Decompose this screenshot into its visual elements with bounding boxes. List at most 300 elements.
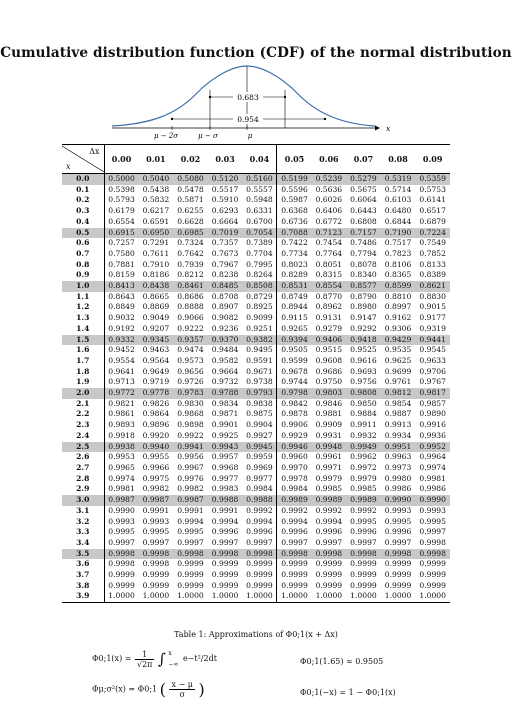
table-cell: 0.9319 bbox=[419, 323, 446, 333]
table-cell: 0.7995 bbox=[246, 259, 273, 269]
table-row bbox=[62, 463, 450, 474]
table-cell: 0.9999 bbox=[384, 580, 412, 590]
table-cell: 0.8888 bbox=[177, 302, 204, 312]
table-cell: 0.8925 bbox=[246, 302, 273, 312]
band-954-label: 0.954 bbox=[237, 115, 259, 124]
table-cell: 0.9992 bbox=[350, 505, 377, 515]
table-cell: 0.7939 bbox=[177, 259, 204, 269]
table-cell: 0.9625 bbox=[384, 355, 412, 365]
table-cell: 0.9946 bbox=[277, 442, 312, 453]
table-cell: 0.9998 bbox=[346, 549, 381, 560]
table-cell: 0.9265 bbox=[277, 324, 312, 335]
table-cell: 0.9484 bbox=[211, 345, 239, 355]
table-cell: 0.8729 bbox=[246, 291, 273, 301]
table-cell: 0.8643 bbox=[108, 291, 135, 301]
table-cell: 0.9981 bbox=[419, 473, 446, 483]
column-header: 0.07 bbox=[346, 145, 381, 174]
phi-lhs: Φ0;1(x) = bbox=[92, 654, 132, 663]
phi-fraction-num: 1 bbox=[135, 650, 154, 660]
table-cell: 0.9934 bbox=[384, 430, 412, 440]
table-cell: 0.9980 bbox=[384, 473, 412, 483]
table-row bbox=[62, 591, 450, 602]
table-cell: 0.9406 bbox=[312, 335, 347, 346]
row-label: 0.2 bbox=[62, 195, 104, 206]
table-cell: 0.9929 bbox=[277, 431, 312, 442]
table-cell: 0.8599 bbox=[381, 281, 416, 292]
general-fraction-num: x − μ bbox=[171, 680, 193, 689]
table-cell: 0.9826 bbox=[142, 398, 170, 408]
table-cell: 0.9948 bbox=[312, 442, 347, 453]
table-cell: 0.9974 bbox=[419, 462, 446, 472]
table-cell: 0.9969 bbox=[246, 462, 273, 472]
table-cell: 0.9756 bbox=[350, 377, 377, 387]
table-cell: 0.9984 bbox=[246, 484, 273, 494]
table-cell: 0.8264 bbox=[246, 270, 273, 280]
table-cell: 0.7580 bbox=[108, 248, 135, 258]
table-cell: 0.9999 bbox=[246, 570, 273, 580]
table-cell: 0.9452 bbox=[108, 345, 135, 355]
table-cell: 0.8869 bbox=[142, 302, 170, 312]
table-row bbox=[62, 206, 450, 217]
table-cell: 0.8907 bbox=[211, 302, 239, 312]
table-cell: 0.9222 bbox=[177, 323, 204, 333]
table-cell: 0.9591 bbox=[246, 355, 273, 365]
row-label: 1.6 bbox=[62, 345, 104, 356]
table-cell: 0.9554 bbox=[108, 355, 135, 365]
table-cell: 0.9932 bbox=[350, 430, 377, 440]
phi-integrand: e−t²/2dt bbox=[182, 654, 217, 663]
table-row bbox=[62, 484, 450, 495]
general-lhs: Φμ;σ²(x) = Φ0;1 bbox=[92, 684, 158, 694]
table-cell: 0.9535 bbox=[384, 345, 412, 355]
integral-sign-icon: ∫ bbox=[157, 650, 166, 668]
table-row bbox=[62, 324, 450, 335]
table-cell: 0.8962 bbox=[315, 302, 343, 312]
row-label: 2.0 bbox=[62, 388, 104, 399]
table-cell: 0.9772 bbox=[104, 388, 139, 399]
table-cell: 0.9998 bbox=[142, 559, 170, 569]
table-cell: 0.9279 bbox=[315, 323, 343, 333]
row-label: 0.7 bbox=[62, 249, 104, 260]
table-cell: 0.9857 bbox=[419, 398, 446, 408]
table-cell: 0.7291 bbox=[142, 238, 170, 248]
table-row bbox=[62, 474, 450, 485]
table-row bbox=[62, 420, 450, 431]
table-cell: 0.5279 bbox=[346, 174, 381, 185]
table-cell: 0.8289 bbox=[277, 270, 312, 281]
table-cell: 0.5398 bbox=[108, 184, 135, 194]
table-cell: 0.6443 bbox=[350, 206, 377, 216]
table-cell: 0.9979 bbox=[315, 473, 343, 483]
normal-distribution-figure bbox=[0, 60, 512, 142]
table-cell: 0.5080 bbox=[173, 174, 208, 185]
row-label: 3.0 bbox=[62, 495, 104, 506]
table-cell: 0.8997 bbox=[384, 302, 412, 312]
table-cell: 0.9345 bbox=[139, 335, 174, 346]
table-cell: 0.9987 bbox=[104, 495, 139, 506]
row-label: 3.7 bbox=[62, 570, 104, 581]
table-row bbox=[62, 506, 450, 517]
table-cell: 0.9999 bbox=[177, 559, 204, 569]
table-cell: 0.9706 bbox=[419, 366, 446, 376]
table-cell: 0.9982 bbox=[177, 484, 204, 494]
row-label: 0.9 bbox=[62, 270, 104, 281]
formula-general bbox=[92, 680, 205, 699]
table-cell: 0.9693 bbox=[350, 366, 377, 376]
table-cell: 0.7910 bbox=[142, 259, 170, 269]
table-cell: 0.9564 bbox=[142, 355, 170, 365]
table-cell: 0.6879 bbox=[419, 216, 446, 226]
table-cell: 0.9959 bbox=[246, 452, 273, 462]
table-cell: 0.9999 bbox=[350, 559, 377, 569]
table-cell: 0.8438 bbox=[139, 281, 174, 292]
tick-label-mu-minus-2sigma: μ − 2σ bbox=[153, 132, 179, 140]
table-cell: 0.9474 bbox=[177, 345, 204, 355]
table-cell: 0.9927 bbox=[246, 430, 273, 440]
table-cell: 0.9920 bbox=[142, 430, 170, 440]
table-cell: 1.0000 bbox=[242, 591, 277, 602]
table-cell: 0.9878 bbox=[277, 409, 312, 420]
table-cell: 0.9998 bbox=[419, 537, 446, 547]
table-cell: 0.9995 bbox=[350, 516, 377, 526]
table-cell: 0.9854 bbox=[384, 398, 412, 408]
table-cell: 0.9999 bbox=[384, 559, 412, 569]
table-cell: 0.7734 bbox=[277, 249, 312, 260]
table-cell: 0.9999 bbox=[315, 559, 343, 569]
general-fraction bbox=[169, 680, 195, 699]
table-cell: 0.9997 bbox=[350, 537, 377, 547]
table-row bbox=[62, 270, 450, 281]
table-cell: 0.9990 bbox=[108, 505, 135, 515]
table-cell: 0.8849 bbox=[108, 302, 135, 312]
formula-symmetry: Φ0;1(−x) = 1 − Φ0;1(x) bbox=[300, 688, 396, 697]
table-cell: 0.8340 bbox=[350, 270, 377, 280]
table-cell: 0.9808 bbox=[346, 388, 381, 399]
table-cell: 0.9582 bbox=[211, 355, 239, 365]
table-row bbox=[62, 388, 450, 399]
table-cell: 0.5000 bbox=[104, 174, 139, 185]
table-cell: 0.9633 bbox=[419, 355, 446, 365]
table-cell: 0.9999 bbox=[277, 570, 312, 581]
table-cell: 0.5753 bbox=[419, 184, 446, 194]
table-row bbox=[62, 442, 450, 453]
table-cell: 0.8212 bbox=[177, 270, 204, 280]
table-cell: 0.9463 bbox=[142, 345, 170, 355]
table-cell: 0.7549 bbox=[419, 238, 446, 248]
table-cell: 1.0000 bbox=[381, 591, 416, 602]
table-cell: 0.9990 bbox=[415, 495, 450, 506]
table-cell: 0.6844 bbox=[384, 216, 412, 226]
table-cell: 0.7224 bbox=[415, 228, 450, 239]
table-cell: 0.5675 bbox=[350, 184, 377, 194]
table-cell: 0.9999 bbox=[177, 570, 204, 580]
table-cell: 0.7054 bbox=[242, 228, 277, 239]
table-cell: 0.7389 bbox=[246, 238, 273, 248]
row-label: 2.6 bbox=[62, 452, 104, 463]
row-label: 1.3 bbox=[62, 313, 104, 324]
table-cell: 0.9931 bbox=[315, 430, 343, 440]
table-row bbox=[62, 409, 450, 420]
table-cell: 0.9998 bbox=[173, 549, 208, 560]
table-cell: 0.9292 bbox=[350, 323, 377, 333]
table-cell: 0.6103 bbox=[384, 195, 412, 205]
row-label: 2.2 bbox=[62, 409, 104, 420]
row-label: 1.0 bbox=[62, 281, 104, 292]
table-cell: 0.9970 bbox=[277, 463, 312, 474]
table-cell: 0.9992 bbox=[246, 505, 273, 515]
formula-phi-definition bbox=[92, 648, 217, 670]
table-cell: 0.9988 bbox=[242, 495, 277, 506]
tick-label-mu: μ bbox=[247, 132, 253, 140]
table-cell: 0.9082 bbox=[211, 313, 239, 323]
row-label: 0.6 bbox=[62, 238, 104, 249]
table-cell: 0.9868 bbox=[177, 409, 204, 419]
row-label: 3.9 bbox=[62, 591, 104, 602]
table-cell: 0.9995 bbox=[384, 516, 412, 526]
table-row bbox=[62, 570, 450, 581]
table-cell: 0.9545 bbox=[419, 345, 446, 355]
table-cell: 0.9236 bbox=[211, 323, 239, 333]
table-cell: 0.7357 bbox=[211, 238, 239, 248]
table-cell: 0.8708 bbox=[211, 291, 239, 301]
table-cell: 0.8133 bbox=[419, 259, 446, 269]
table-cell: 0.8810 bbox=[384, 291, 412, 301]
table-cell: 0.9999 bbox=[177, 580, 204, 590]
table-cell: 0.5636 bbox=[315, 184, 343, 194]
table-cell: 0.9761 bbox=[384, 377, 412, 387]
table-cell: 0.9906 bbox=[277, 420, 312, 431]
table-cell: 0.6591 bbox=[142, 216, 170, 226]
table-cell: 0.8944 bbox=[277, 302, 312, 313]
table-cell: 0.9968 bbox=[211, 462, 239, 472]
table-cell: 0.5871 bbox=[177, 195, 204, 205]
corner-label-x: x bbox=[66, 162, 71, 171]
table-cell: 0.7794 bbox=[350, 248, 377, 258]
table-cell: 0.7517 bbox=[384, 238, 412, 248]
table-cell: 0.9992 bbox=[277, 506, 312, 517]
table-cell: 0.9995 bbox=[177, 527, 204, 537]
table-cell: 0.7454 bbox=[315, 238, 343, 248]
table-cell: 0.9884 bbox=[350, 409, 377, 419]
table-cell: 0.9744 bbox=[277, 377, 312, 388]
column-header: 0.06 bbox=[312, 145, 347, 174]
table-cell: 0.9966 bbox=[142, 462, 170, 472]
table-cell: 0.9979 bbox=[350, 473, 377, 483]
table-cell: 0.9251 bbox=[246, 323, 273, 333]
table-cell: 0.9993 bbox=[419, 505, 446, 515]
table-cell: 0.9842 bbox=[277, 399, 312, 410]
table-cell: 0.5319 bbox=[381, 174, 416, 185]
row-label: 3.5 bbox=[62, 549, 104, 560]
table-cell: 0.6406 bbox=[315, 206, 343, 216]
table-cell: 1.0000 bbox=[277, 591, 312, 602]
table-cell: 0.9664 bbox=[211, 366, 239, 376]
table-cell: 0.9996 bbox=[211, 527, 239, 537]
row-label: 1.8 bbox=[62, 367, 104, 378]
table-cell: 0.9962 bbox=[350, 452, 377, 462]
table-cell: 0.9357 bbox=[173, 335, 208, 346]
table-cell: 0.9961 bbox=[315, 452, 343, 462]
phi-fraction bbox=[135, 650, 154, 669]
table-cell: 0.9999 bbox=[246, 559, 273, 569]
table-cell: 0.8485 bbox=[208, 281, 243, 292]
row-label: 1.2 bbox=[62, 302, 104, 313]
table-cell: 0.9925 bbox=[211, 430, 239, 440]
table-cell: 0.9992 bbox=[315, 505, 343, 515]
table-cell: 0.9997 bbox=[142, 537, 170, 547]
table-cell: 0.9783 bbox=[173, 388, 208, 399]
table-cell: 0.9993 bbox=[108, 516, 135, 526]
table-cell: 0.7157 bbox=[346, 228, 381, 239]
table-cell: 0.8023 bbox=[277, 260, 312, 271]
table-cell: 0.9162 bbox=[384, 313, 412, 323]
table-cell: 0.7704 bbox=[246, 248, 273, 258]
row-label: 0.0 bbox=[62, 174, 104, 185]
table-cell: 0.8531 bbox=[277, 281, 312, 292]
table-corner-cell bbox=[62, 145, 104, 174]
column-header: 0.05 bbox=[277, 145, 312, 174]
table-cell: 0.9997 bbox=[177, 537, 204, 547]
table-cell: 0.9991 bbox=[142, 505, 170, 515]
table-cell: 0.9099 bbox=[246, 313, 273, 323]
table-cell: 0.9967 bbox=[177, 462, 204, 472]
table-cell: 0.9641 bbox=[108, 366, 135, 376]
formula-example: Φ0;1(1.65) ≈ 0.9505 bbox=[300, 657, 384, 666]
table-cell: 0.9994 bbox=[211, 516, 239, 526]
table-cell: 0.9713 bbox=[108, 377, 135, 387]
table-cell: 0.7123 bbox=[312, 228, 347, 239]
table-cell: 0.9999 bbox=[384, 570, 412, 580]
row-label: 2.4 bbox=[62, 431, 104, 442]
table-cell: 0.9505 bbox=[277, 345, 312, 356]
table-cell: 0.8508 bbox=[242, 281, 277, 292]
column-header: 0.08 bbox=[381, 145, 416, 174]
column-header: 0.02 bbox=[173, 145, 208, 174]
table-cell: 0.8159 bbox=[108, 270, 135, 280]
table-row bbox=[62, 238, 450, 249]
table-cell: 0.9994 bbox=[315, 516, 343, 526]
table-row bbox=[62, 367, 450, 378]
table-cell: 0.9732 bbox=[211, 377, 239, 387]
table-cell: 0.9686 bbox=[315, 366, 343, 376]
table-cell: 0.9995 bbox=[142, 527, 170, 537]
table-cell: 0.9983 bbox=[211, 484, 239, 494]
table-cell: 0.8078 bbox=[350, 259, 377, 269]
row-label: 2.8 bbox=[62, 474, 104, 485]
table-cell: 0.9850 bbox=[350, 398, 377, 408]
table-cell: 0.9989 bbox=[277, 495, 312, 506]
integral-upper: x bbox=[168, 650, 172, 657]
table-row bbox=[62, 174, 450, 185]
table-cell: 0.9999 bbox=[419, 559, 446, 569]
table-cell: 0.6255 bbox=[177, 206, 204, 216]
table-cell: 0.9881 bbox=[315, 409, 343, 419]
table-cell: 0.9998 bbox=[277, 549, 312, 560]
table-cell: 0.9999 bbox=[277, 581, 312, 592]
table-cell: 1.0000 bbox=[208, 591, 243, 602]
table-row bbox=[62, 345, 450, 356]
table-cell: 0.9997 bbox=[211, 537, 239, 547]
table-cell: 0.5517 bbox=[211, 184, 239, 194]
row-label: 3.4 bbox=[62, 538, 104, 549]
table-cell: 0.5714 bbox=[384, 184, 412, 194]
table-cell: 0.5596 bbox=[277, 185, 312, 196]
table-cell: 0.9956 bbox=[177, 452, 204, 462]
table-cell: 0.9767 bbox=[419, 377, 446, 387]
table-cell: 0.9973 bbox=[384, 462, 412, 472]
table-cell: 0.5948 bbox=[246, 195, 273, 205]
table-cell: 1.0000 bbox=[312, 591, 347, 602]
table-cell: 0.9918 bbox=[108, 430, 135, 440]
table-cell: 0.9798 bbox=[277, 388, 312, 399]
table-cell: 0.9997 bbox=[277, 538, 312, 549]
table-cell: 0.9871 bbox=[211, 409, 239, 419]
table-row bbox=[62, 549, 450, 560]
table-cell: 0.8554 bbox=[312, 281, 347, 292]
table-cell: 0.5120 bbox=[208, 174, 243, 185]
table-row bbox=[62, 292, 450, 303]
table-cell: 0.9994 bbox=[277, 517, 312, 528]
table-cell: 0.9812 bbox=[381, 388, 416, 399]
table-cell: 0.9960 bbox=[277, 452, 312, 463]
row-label: 2.3 bbox=[62, 420, 104, 431]
row-label: 0.1 bbox=[62, 185, 104, 196]
table-cell: 0.9864 bbox=[142, 409, 170, 419]
table-cell: 0.6026 bbox=[315, 195, 343, 205]
table-cell: 0.9995 bbox=[419, 516, 446, 526]
table-cell: 0.9953 bbox=[108, 452, 135, 462]
table-cell: 0.9887 bbox=[384, 409, 412, 419]
table-cell: 0.9898 bbox=[177, 420, 204, 430]
table-cell: 0.9999 bbox=[315, 570, 343, 580]
table-body bbox=[62, 174, 450, 603]
table-row bbox=[62, 195, 450, 206]
table-cell: 0.6517 bbox=[419, 206, 446, 216]
table-cell: 0.7422 bbox=[277, 238, 312, 249]
table-cell: 0.9896 bbox=[142, 420, 170, 430]
table-cell: 0.9911 bbox=[350, 420, 377, 430]
band-683-label: 0.683 bbox=[237, 93, 259, 102]
table-cell: 0.9985 bbox=[315, 484, 343, 494]
table-cell: 0.9977 bbox=[246, 473, 273, 483]
table-cell: 0.9131 bbox=[315, 313, 343, 323]
table-cell: 1.0000 bbox=[173, 591, 208, 602]
table-cell: 0.5239 bbox=[312, 174, 347, 185]
table-cell: 0.9971 bbox=[315, 462, 343, 472]
row-label: 0.4 bbox=[62, 217, 104, 228]
table-cell: 0.5040 bbox=[139, 174, 174, 185]
table-cell: 0.9147 bbox=[350, 313, 377, 323]
table-cell: 0.9986 bbox=[384, 484, 412, 494]
table-cell: 0.9999 bbox=[211, 580, 239, 590]
page-title: Cumulative distribution function (CDF) of the normal distribution bbox=[0, 45, 512, 61]
table-cell: 0.9994 bbox=[246, 516, 273, 526]
table-cell: 0.6950 bbox=[139, 228, 174, 239]
table-cell: 0.8790 bbox=[350, 291, 377, 301]
table-cell: 0.7324 bbox=[177, 238, 204, 248]
table-cell: 0.9955 bbox=[142, 452, 170, 462]
table-row bbox=[62, 495, 450, 506]
table-cell: 0.9999 bbox=[108, 580, 135, 590]
table-cell: 0.9846 bbox=[315, 398, 343, 408]
table-cell: 0.9678 bbox=[277, 367, 312, 378]
table-cell: 0.9938 bbox=[104, 442, 139, 453]
table-cell: 0.9965 bbox=[108, 462, 135, 472]
column-header: 0.09 bbox=[415, 145, 450, 174]
table-cell: 0.9525 bbox=[350, 345, 377, 355]
table-cell: 0.9817 bbox=[415, 388, 450, 399]
table-cell: 0.5793 bbox=[108, 195, 135, 205]
